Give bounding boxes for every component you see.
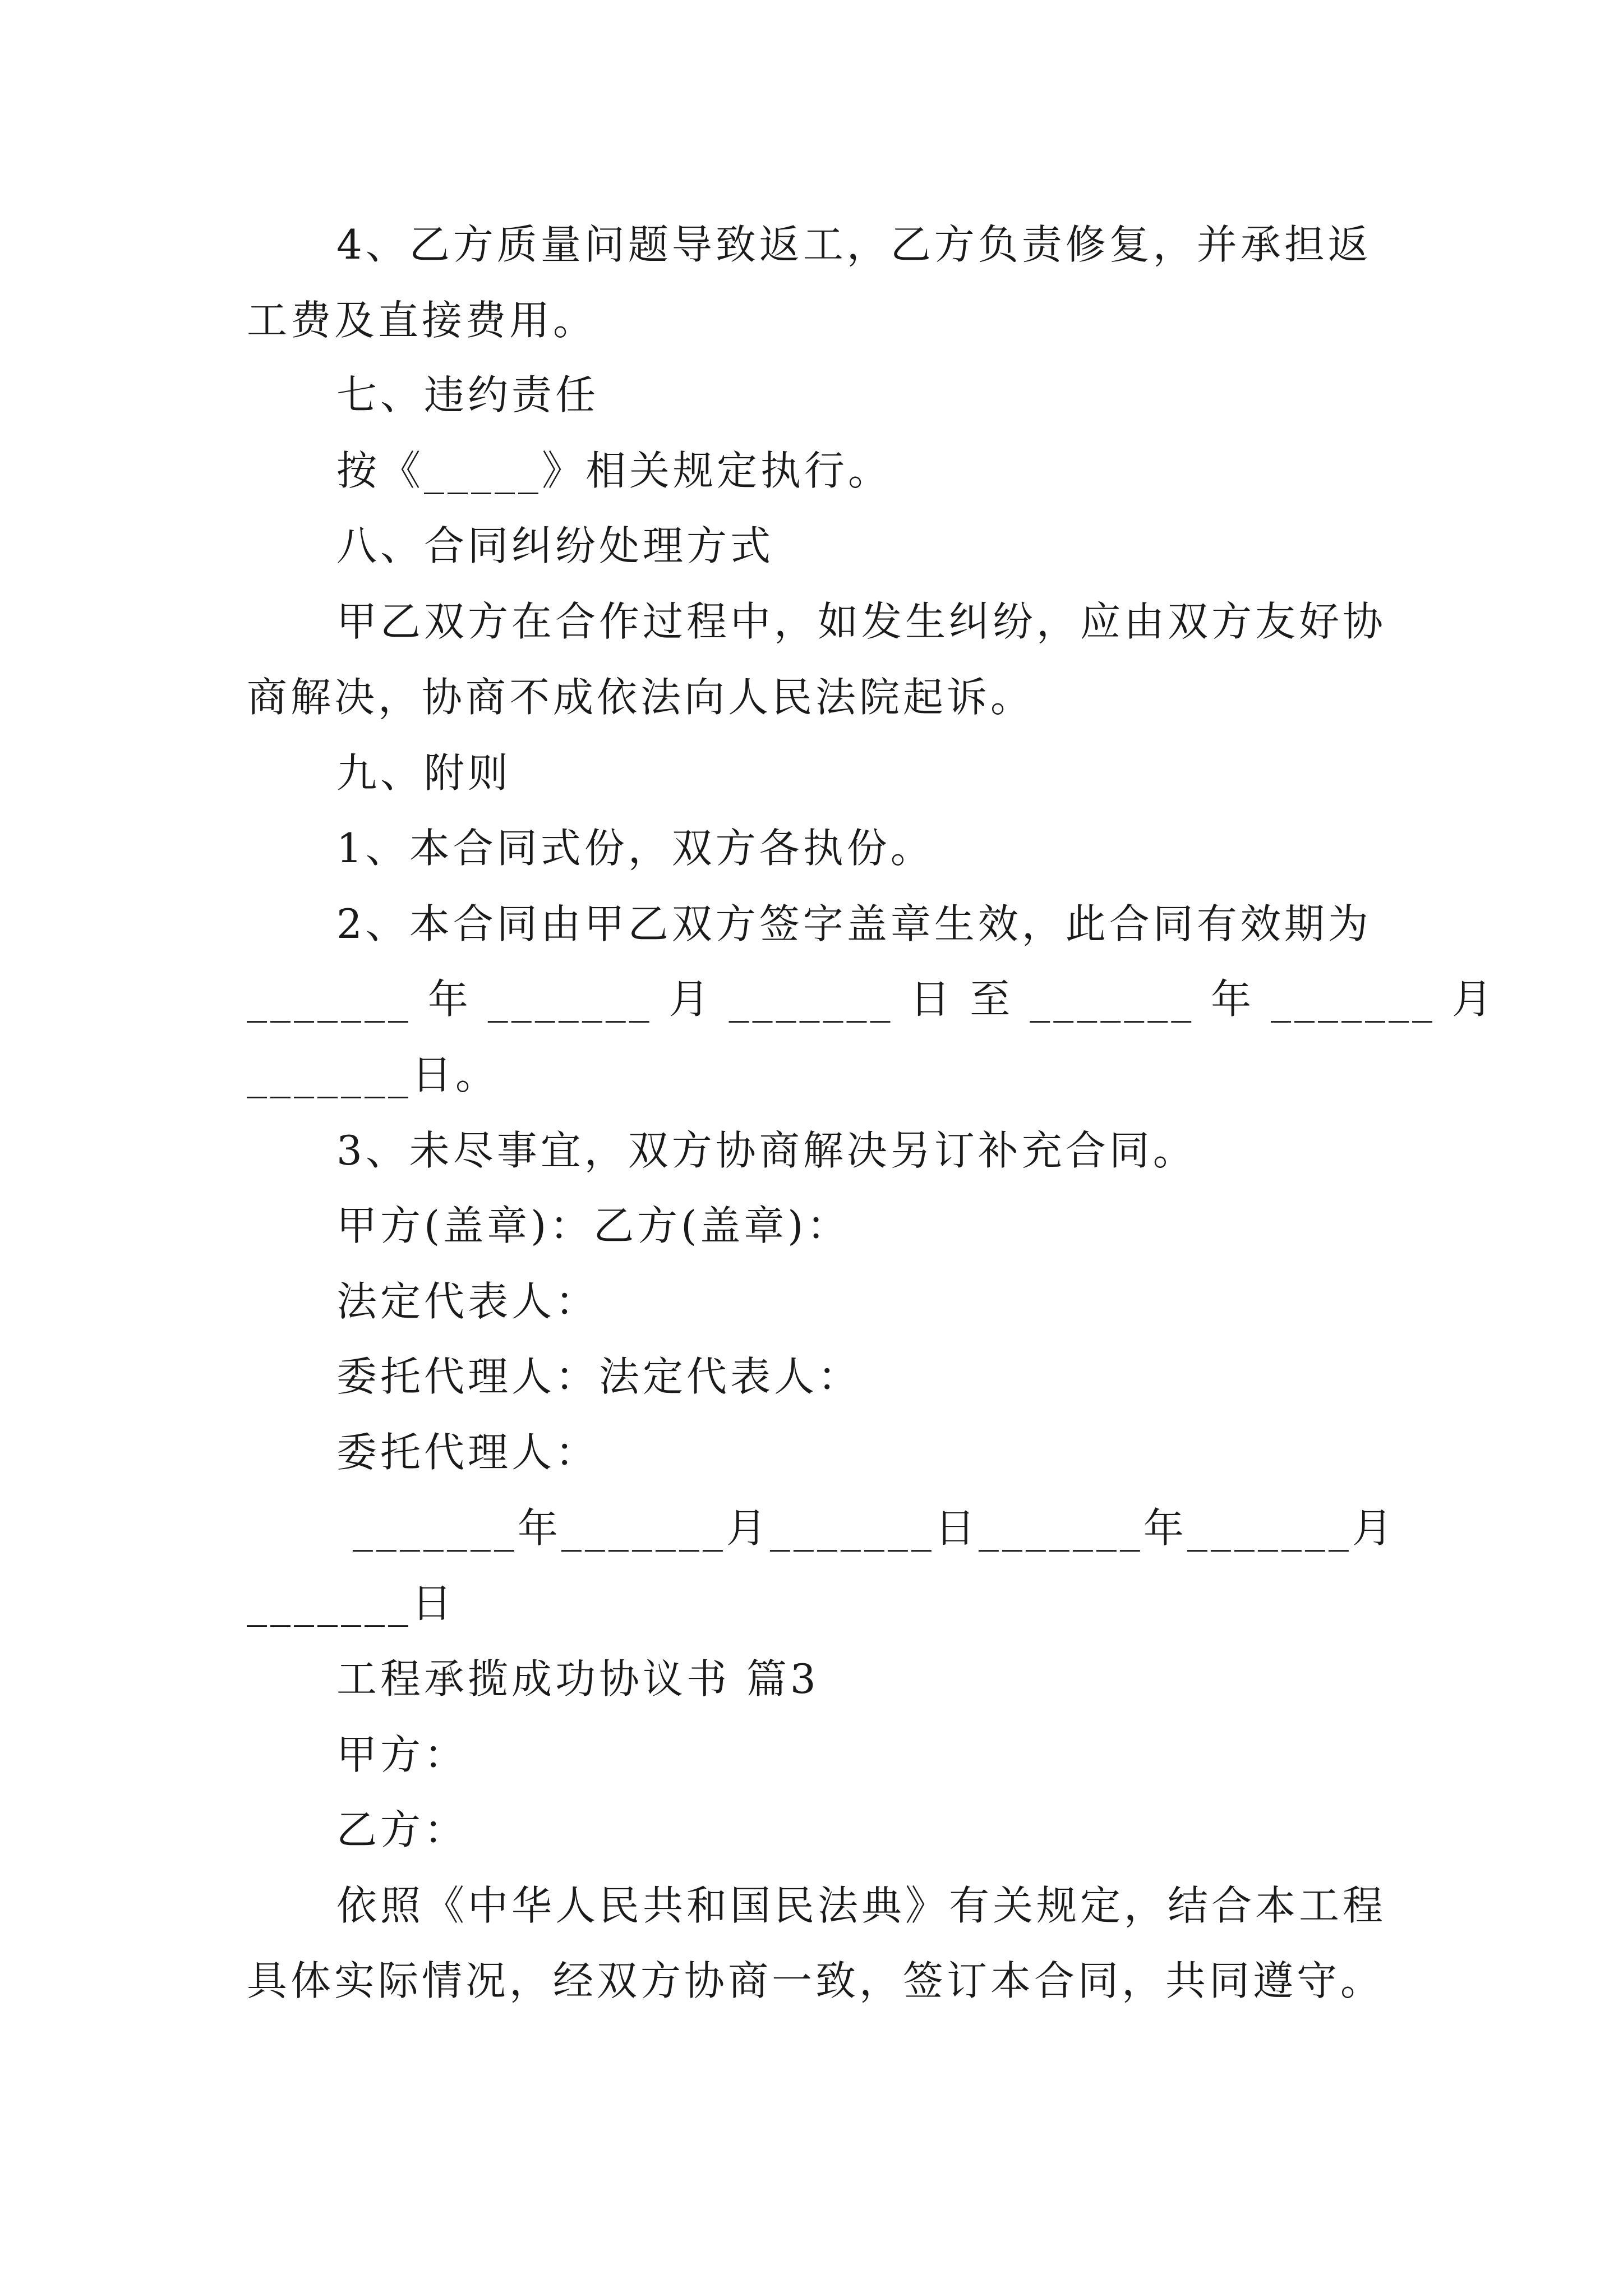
signature-dates-end: _______日 [247,1580,456,1627]
signature-agent: 委托代理人： [336,1429,600,1476]
clause-6-item-4-continued: 工费及直接费用。 [247,297,597,344]
section-9-item-2: 2、本合同由甲乙双方签字盖章生效，此合同有效期为 [336,900,1372,947]
signature-agent-and-representative: 委托代理人：法定代表人： [336,1353,862,1400]
validity-date-range: _______ 年 _______ 月 _______ 日 至 _______ 年 _______ 月 [247,976,1496,1023]
section-7-heading: 七、违约责任 [336,371,600,418]
party-b-label: 乙方： [336,1806,468,1853]
signature-parties-seal: 甲方(盖章)：乙方(盖章)： [336,1202,851,1249]
section-8-body: 甲乙双方在合作过程中，如发生纠纷，应由双方友好协 [336,598,1387,645]
signature-dates: _______年_______月_______日_______年_______月 [336,1504,1396,1552]
section-9-item-1: 1、本合同式份，双方各执份。 [336,825,934,872]
preamble-paragraph: 依照《中华人民共和国民法典》有关规定，结合本工程 [336,1882,1387,1929]
validity-date-range-end: _______日。 [247,1051,500,1098]
preamble-paragraph-continued: 具体实际情况，经双方协商一致，签订本合同，共同遵守。 [247,1957,1385,2004]
section-9-heading: 九、附则 [336,749,512,797]
section-7-body: 按《_____》相关规定执行。 [336,447,892,494]
signature-legal-representative: 法定代表人： [336,1278,600,1325]
section-title-part-3: 工程承揽成功协议书 篇3 [336,1655,819,1703]
section-8-heading: 八、合同纠纷处理方式 [336,522,774,569]
clause-6-item-4: 4、乙方质量问题导致返工，乙方负责修复，并承担返 [336,221,1372,268]
section-9-item-3: 3、未尽事宜，双方协商解决另订补充合同。 [336,1127,1197,1174]
section-8-body-continued: 商解决，协商不成依法向人民法院起诉。 [247,674,1035,721]
party-a-label: 甲方： [336,1731,468,1778]
